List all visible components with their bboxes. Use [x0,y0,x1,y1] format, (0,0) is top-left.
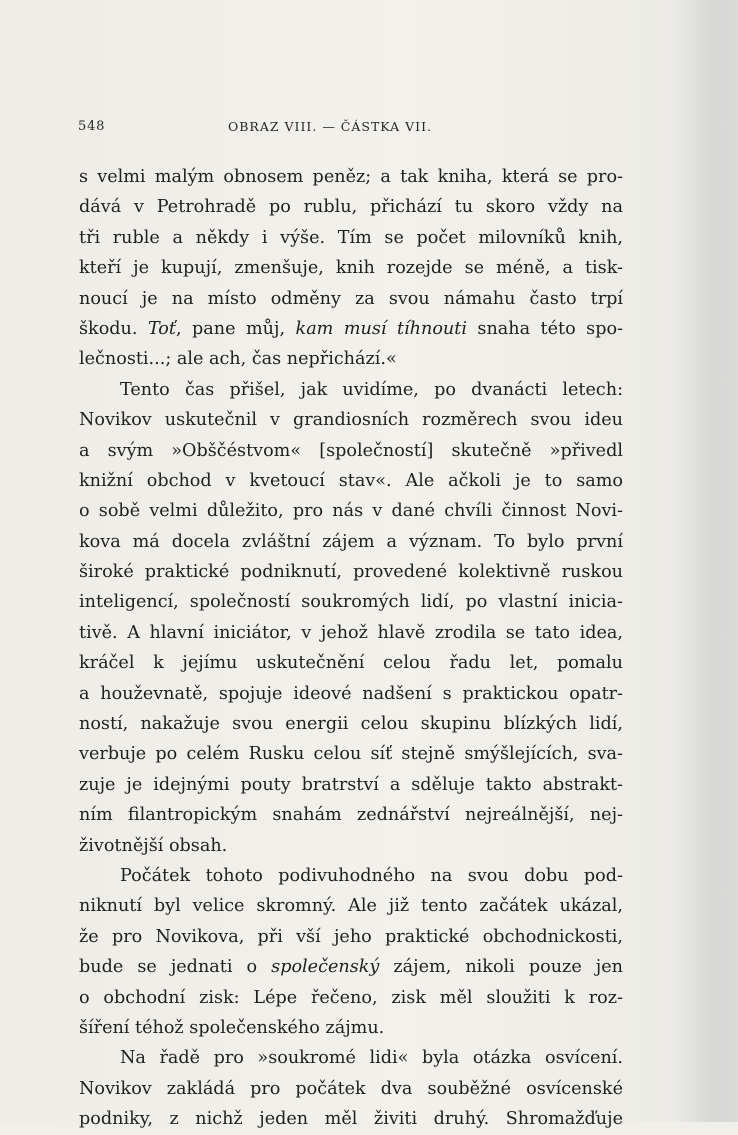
text-line: noucí je na místo odměny za svou námahu často trpí [79,288,623,309]
text-line: lečnosti...; ale ach, čas nepřichází.« [79,349,397,370]
text-segment: škodu. [79,318,148,339]
text-line: s velmi malým obnosem peněz; a tak kniha, která se pro- [79,167,623,187]
running-head [78,119,626,141]
page-edge-shadow [676,0,738,1122]
text-line: široké praktické podniknutí, provedené kolektivně ruskou [79,562,623,583]
section-title: OBRAZ VIII. — ČÁSTKA VII. [228,119,432,134]
italic-segment: kam musí tíhnouti [295,318,467,339]
text-line: kráčel k jejímu uskutečnění celou řadu let, pomalu [79,653,623,674]
text-line: niknutí byl velice skromný. Ale již tento začátek ukázal, [79,896,623,917]
text-line-with-italics [79,952,623,982]
text-line: šíření téhož společenského zájmu. [79,1017,385,1038]
body-text [79,162,623,1135]
text-line: Novikov zakládá pro počátek dva souběžné osvícenské [79,1078,623,1099]
text-line: životnější obsah. [79,835,228,856]
text-segment: snaha této spo- [466,318,623,339]
text-line: Novikov uskutečnil v grandiosních rozměrech svou ideu [79,410,623,431]
text-segment: zájem, nikoli pouze jen [379,957,623,978]
text-segment: bude se jednati o [79,957,272,978]
text-line: tři ruble a někdy i výše. Tím se počet milovníků knih, [79,227,623,248]
text-line: zuje je idejnými pouty bratrství a sděluje takto abstrakt- [79,774,623,795]
italic-segment: společenský [271,957,380,978]
text-line: ností, nakažuje svou energii celou skupinu blízkých lidí, [79,714,623,735]
text-line: Tento čas přišel, jak uvidíme, po dvanácti letech: [120,379,623,400]
text-line: verbuje po celém Rusku celou síť stejně smýšlejících, sva- [79,744,623,765]
text-line: kova má docela zvláštní zájem a význam. To bylo první [79,531,623,552]
text-line: tivě. A hlavní iniciátor, v jehož hlavě zrodila se tato idea, [79,622,623,643]
text-line: Počátek tohoto podivuhodného na svou dobu pod- [120,865,623,886]
text-line: podniky, z nichž jeden měl živiti druhý. Shromažďuje [79,1109,623,1130]
page-number: 548 [78,119,106,134]
text-line: Na řadě pro »soukromé lidi« byla otázka osvícení. [120,1048,623,1069]
text-segment: , pane můj, [175,318,296,339]
text-line: ním filantropickým snahám zednářství nejreálnější, nej- [79,805,623,826]
text-line: dává v Petrohradě po rublu, přichází tu skoro vždy na [79,197,623,218]
text-line: a svým »Obščéstvom« [společností] skutečně »přivedl [79,440,623,461]
text-line: kteří je kupují, zmenšuje, knih rozejde se méně, a tisk- [79,258,623,279]
text-line: že pro Novikova, při vší jeho praktické obchodnickosti, [79,926,623,947]
text-line: o sobě velmi důležito, pro nás v dané chvíli činnost Novi- [79,501,623,522]
text-line-with-italics [79,314,623,344]
italic-segment: Toť [147,318,176,339]
text-line: inteligencí, společností soukromých lidí, po vlastní inicia- [79,592,623,613]
text-line: a houževnatě, spojuje ideové nadšení s praktickou opatr- [79,683,623,704]
text-line: knižní obchod v kvetoucí stav«. Ale ačkoli je to samo [79,470,623,491]
text-line: o obchodní zisk: Lépe řečeno, zisk měl sloužiti k roz- [79,987,623,1008]
